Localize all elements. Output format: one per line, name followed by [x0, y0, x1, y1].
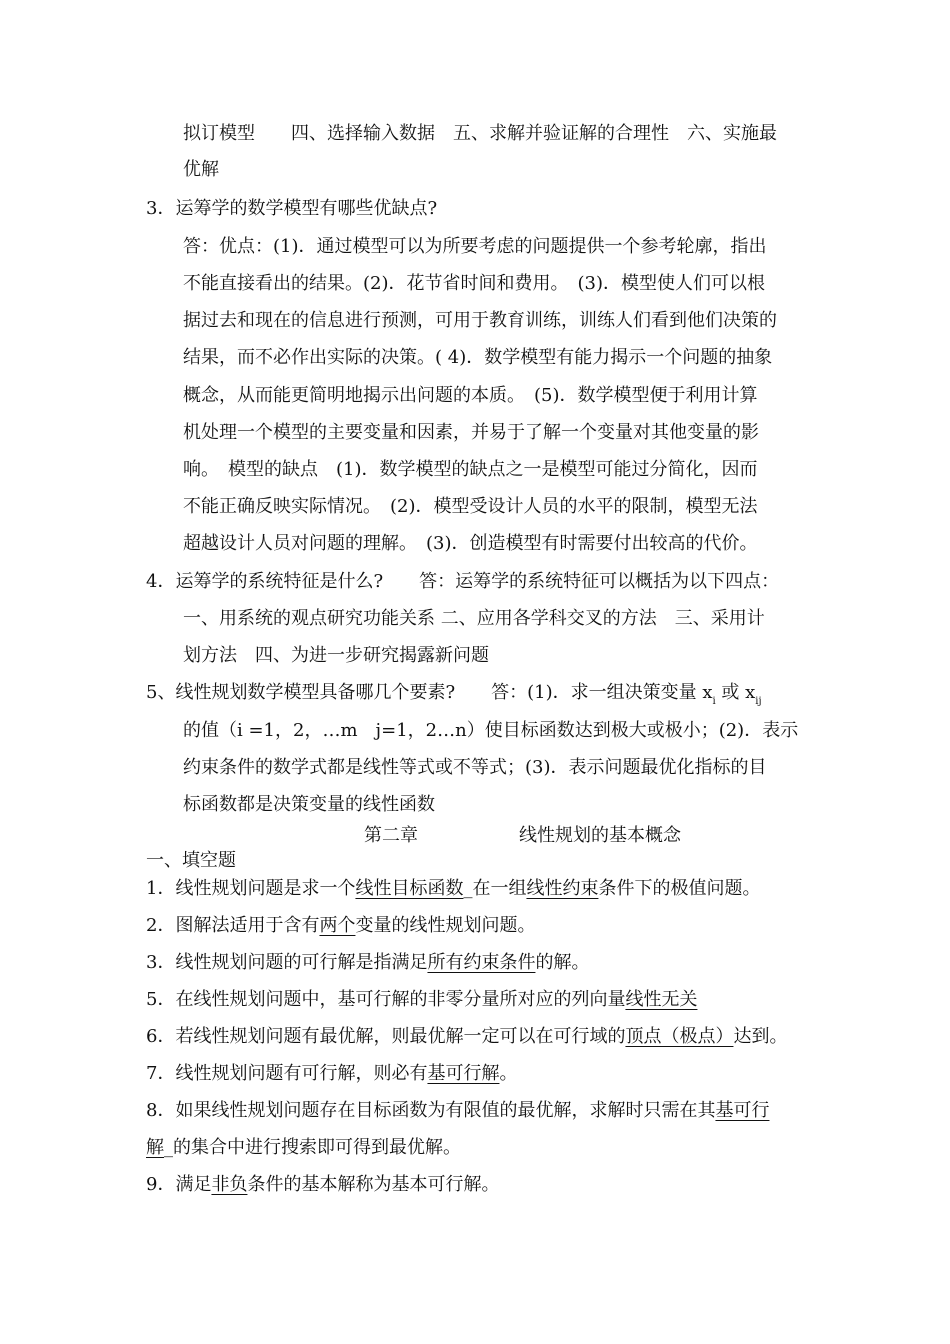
question-5: [146, 680, 762, 715]
chapter-number: 第二章: [364, 825, 418, 846]
item-text: _在一组: [463, 878, 527, 899]
subscript: ij: [755, 696, 762, 707]
answer-blank: 线性约束: [526, 878, 599, 899]
answer-4-line: 划方法 四、为进一步研究揭露新问题: [183, 645, 489, 666]
answer-5-line: 约束条件的数学式都是线性等式或不等式；(3)．表示问题最优化指标的目: [183, 757, 767, 778]
chapter-title: 线性规划的基本概念: [519, 825, 681, 846]
answer-4-line: 一、用系统的观点研究功能关系 二、应用各学科交叉的方法 三、采用计: [183, 608, 765, 629]
answer-3-line: 超越设计人员对问题的理解。 (3)．创造模型有时需要付出较高的代价。: [183, 533, 758, 554]
question-4: 4．运筹学的系统特征是什么? 答：运筹学的系统特征可以概括为以下四点：: [146, 571, 780, 592]
item-text: 5．在线性规划问题中，基可行解的非零分量所对应的列向量: [146, 989, 626, 1010]
answer-3-line: 响。 模型的缺点 (1)．数学模型的缺点之一是模型可能过分简化，因而: [183, 459, 758, 480]
answer-blank: 基可行: [715, 1100, 770, 1121]
question-3: 3．运筹学的数学模型有哪些优缺点?: [146, 198, 438, 219]
answer-3-line: 结果，而不必作出实际的决策。( 4)．数学模型有能力揭示一个问题的抽象: [183, 347, 773, 368]
item-text: 变量的线性规划问题。: [355, 915, 536, 936]
item-text: 条件的基本解称为基本可行解。: [247, 1174, 500, 1195]
item-text: 9．满足: [146, 1174, 212, 1195]
fill-item-7: [146, 1061, 517, 1087]
item-text: 条件下的极值问题。: [598, 878, 761, 899]
answer-blank: 两个: [319, 915, 356, 936]
item-text: 1．线性规划问题是求一个: [146, 878, 356, 899]
item-text: 3．线性规划问题的可行解是指满足: [146, 952, 428, 973]
question-5-text: 或 x: [715, 682, 756, 703]
answer-blank: 所有约束条件: [427, 952, 536, 973]
answer-5-line: 的值（i =1，2，…m j=1，2…n）使目标函数达到极大或极小；(2)．表示: [183, 720, 799, 741]
fill-item-9: [146, 1172, 499, 1198]
answer-blank: 基可行解: [427, 1063, 500, 1084]
answer-3-line: 不能正确反映实际情况。 (2)．模型受设计人员的水平的限制，模型无法: [183, 496, 758, 517]
answer-blank: 线性无关: [625, 989, 698, 1010]
answer-3-line: 不能直接看出的结果。(2)．花节省时间和费用。 (3)．模型使人们可以根: [183, 273, 765, 294]
text-line: 优解: [183, 159, 219, 180]
answer-5-line: 标函数都是决策变量的线性函数: [183, 794, 435, 815]
question-5-text: 5、线性规划数学模型具备哪几个要素? 答：(1)．求一组决策变量 x: [146, 682, 713, 703]
answer-3-line: 据过去和现在的信息进行预测，可用于教育训练，训练人们看到他们决策的: [183, 310, 777, 331]
item-text: 8．如果线性规划问题存在目标函数为有限值的最优解，求解时只需在其: [146, 1100, 716, 1121]
text-line: 拟订模型 四、选择输入数据 五、求解并验证解的合理性 六、实施最: [183, 123, 777, 144]
subscript: i: [712, 696, 716, 707]
item-text: 的解。: [535, 952, 590, 973]
item-text: 达到。: [733, 1026, 788, 1047]
fill-item-2: [146, 913, 535, 939]
answer-3-line: 答：优点：(1)．通过模型可以为所要考虑的问题提供一个参考轮廓，指出: [183, 236, 767, 257]
fill-item-8-cont: [146, 1135, 461, 1161]
item-text: 。: [499, 1063, 518, 1084]
fill-item-3: [146, 950, 589, 976]
item-text: 2．图解法适用于含有: [146, 915, 320, 936]
section-heading: 一、填空题: [146, 850, 236, 871]
answer-blank: 线性目标函数: [355, 878, 464, 899]
answer-3-line: 概念，从而能更简明地揭示出问题的本质。 (5)．数学模型便于利用计算: [183, 385, 758, 406]
fill-item-8: [146, 1098, 769, 1124]
fill-item-6: [146, 1024, 787, 1050]
item-text: 6．若线性规划问题有最优解，则最优解一定可以在可行域的: [146, 1026, 626, 1047]
answer-blank: 非负: [211, 1174, 248, 1195]
fill-item-1: [146, 876, 760, 902]
item-text: _的集合中进行搜索即可得到最优解。: [164, 1137, 461, 1158]
answer-blank: 解: [146, 1137, 164, 1158]
fill-item-5: [146, 987, 697, 1013]
item-text: 7．线性规划问题有可行解，则必有: [146, 1063, 428, 1084]
answer-3-line: 机处理一个模型的主要变量和因素，并易于了解一个变量对其他变量的影: [183, 422, 759, 443]
answer-blank: 顶点（极点）: [625, 1026, 734, 1047]
